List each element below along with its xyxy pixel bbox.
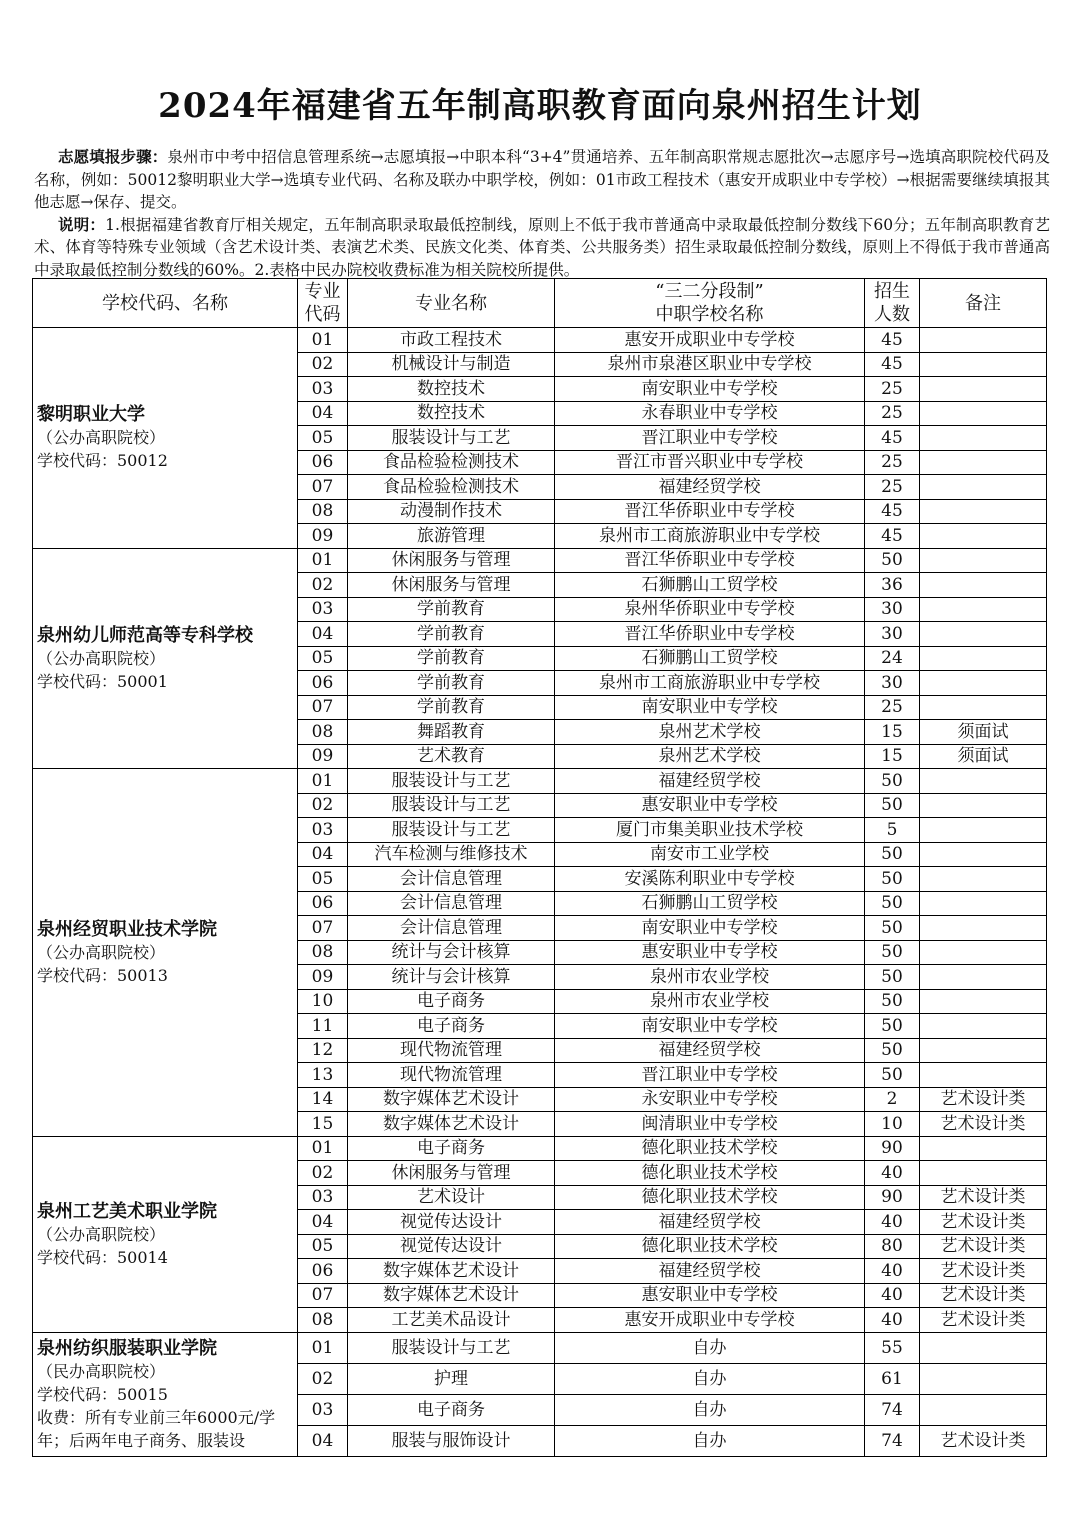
quota-cell: 45 — [865, 426, 920, 451]
major-code-cell: 04 — [298, 842, 348, 867]
partner-school-cell: 石狮鹏山工贸学校 — [555, 891, 865, 916]
major-name-cell: 服装设计与工艺 — [348, 769, 555, 794]
remark-cell — [920, 426, 1047, 451]
quota-cell: 50 — [865, 916, 920, 941]
partner-school-cell: 德化职业技术学校 — [555, 1185, 865, 1210]
major-code-cell: 08 — [298, 499, 348, 524]
quota-cell: 40 — [865, 1210, 920, 1235]
major-code-cell: 02 — [298, 1161, 348, 1186]
quota-cell: 40 — [865, 1308, 920, 1333]
school-type: （民办高职院校） — [37, 1361, 166, 1381]
remark-cell: 艺术设计类 — [920, 1308, 1047, 1333]
major-name-cell: 学前教育 — [348, 646, 555, 671]
partner-school-cell: 南安职业中专学校 — [555, 695, 865, 720]
header-major-code-line2: 代码 — [304, 304, 341, 325]
major-name-cell: 学前教育 — [348, 597, 555, 622]
note-label: 说明： — [58, 214, 106, 234]
major-name-cell: 学前教育 — [348, 671, 555, 696]
major-code-cell: 10 — [298, 989, 348, 1014]
quota-cell: 36 — [865, 573, 920, 598]
school-cell — [33, 769, 298, 1137]
major-name-cell: 服装设计与工艺 — [348, 818, 555, 843]
remark-cell: 艺术设计类 — [920, 1185, 1047, 1210]
major-name-cell: 数字媒体艺术设计 — [348, 1087, 555, 1112]
table-body — [33, 328, 1047, 1457]
major-code-cell: 12 — [298, 1038, 348, 1063]
remark-cell — [920, 818, 1047, 843]
remark-cell — [920, 940, 1047, 965]
major-code-cell: 04 — [298, 1210, 348, 1235]
quota-cell: 25 — [865, 475, 920, 500]
partner-school-cell: 惠安职业中专学校 — [555, 940, 865, 965]
major-code-cell: 06 — [298, 450, 348, 475]
remark-cell: 须面试 — [920, 720, 1047, 745]
school-cell — [33, 1136, 298, 1332]
header-major-name: 专业名称 — [348, 279, 555, 328]
major-code-cell: 06 — [298, 671, 348, 696]
school-name: 泉州工艺美术职业学院 — [37, 1200, 217, 1222]
quota-cell: 45 — [865, 499, 920, 524]
quota-cell: 90 — [865, 1136, 920, 1161]
remark-cell: 艺术设计类 — [920, 1234, 1047, 1259]
partner-school-cell: 福建经贸学校 — [555, 1038, 865, 1063]
school-code: 学校代码：50001 — [37, 671, 168, 691]
school-name: 泉州纺织服装职业学院 — [37, 1337, 217, 1359]
quota-cell: 45 — [865, 524, 920, 549]
remark-cell — [920, 548, 1047, 573]
partner-school-cell: 南安职业中专学校 — [555, 916, 865, 941]
school-type: （公办高职院校） — [37, 428, 166, 448]
remark-cell — [920, 842, 1047, 867]
major-code-cell: 04 — [298, 622, 348, 647]
remark-cell: 艺术设计类 — [920, 1425, 1047, 1456]
major-code-cell: 05 — [298, 867, 348, 892]
remark-cell — [920, 769, 1047, 794]
major-name-cell: 现代物流管理 — [348, 1063, 555, 1088]
major-name-cell: 电子商务 — [348, 1136, 555, 1161]
partner-school-cell: 闽清职业中专学校 — [555, 1112, 865, 1137]
quota-cell: 30 — [865, 671, 920, 696]
remark-cell: 艺术设计类 — [920, 1283, 1047, 1308]
major-name-cell: 市政工程技术 — [348, 328, 555, 353]
partner-school-cell: 福建经贸学校 — [555, 1259, 865, 1284]
major-code-cell: 03 — [298, 597, 348, 622]
major-name-cell: 动漫制作技术 — [348, 499, 555, 524]
partner-school-cell: 德化职业技术学校 — [555, 1234, 865, 1259]
quota-cell: 25 — [865, 401, 920, 426]
quota-cell: 24 — [865, 646, 920, 671]
partner-school-cell: 惠安开成职业中专学校 — [555, 328, 865, 353]
school-code: 学校代码：50012 — [37, 451, 168, 471]
remark-cell: 艺术设计类 — [920, 1112, 1047, 1137]
major-code-cell: 01 — [298, 769, 348, 794]
remark-cell — [920, 377, 1047, 402]
major-name-cell: 工艺美术品设计 — [348, 1308, 555, 1333]
school-cell — [33, 548, 298, 769]
major-name-cell: 电子商务 — [348, 989, 555, 1014]
major-code-cell: 03 — [298, 1394, 348, 1425]
quota-cell: 25 — [865, 695, 920, 720]
major-name-cell: 服装设计与工艺 — [348, 1332, 555, 1363]
major-code-cell: 07 — [298, 1283, 348, 1308]
partner-school-cell: 福建经贸学校 — [555, 769, 865, 794]
partner-school-cell: 德化职业技术学校 — [555, 1136, 865, 1161]
quota-cell: 40 — [865, 1259, 920, 1284]
remark-cell — [920, 450, 1047, 475]
quota-cell: 30 — [865, 622, 920, 647]
quota-cell: 50 — [865, 1038, 920, 1063]
quota-cell: 2 — [865, 1087, 920, 1112]
remark-cell — [920, 695, 1047, 720]
remark-cell — [920, 671, 1047, 696]
major-name-cell: 会计信息管理 — [348, 916, 555, 941]
major-code-cell: 08 — [298, 720, 348, 745]
partner-school-cell: 泉州市农业学校 — [555, 989, 865, 1014]
partner-school-cell: 安溪陈利职业中专学校 — [555, 867, 865, 892]
remark-cell — [920, 867, 1047, 892]
quota-cell: 40 — [865, 1161, 920, 1186]
quota-cell: 25 — [865, 450, 920, 475]
major-code-cell: 09 — [298, 965, 348, 990]
major-name-cell: 艺术设计 — [348, 1185, 555, 1210]
major-name-cell: 服装与服饰设计 — [348, 1425, 555, 1456]
school-code: 学校代码：50013 — [37, 965, 168, 985]
page-title: 2024年福建省五年制高职教育面向泉州招生计划 — [158, 86, 922, 126]
header-remark: 备注 — [920, 279, 1047, 328]
major-code-cell: 06 — [298, 891, 348, 916]
remark-cell — [920, 1363, 1047, 1394]
quota-cell: 55 — [865, 1332, 920, 1363]
major-name-cell: 服装设计与工艺 — [348, 426, 555, 451]
quota-cell: 50 — [865, 867, 920, 892]
steps-label: 志愿填报步骤： — [58, 147, 168, 166]
quota-cell: 10 — [865, 1112, 920, 1137]
remark-cell — [920, 573, 1047, 598]
quota-cell: 30 — [865, 597, 920, 622]
major-code-cell: 01 — [298, 1332, 348, 1363]
remark-cell — [920, 1161, 1047, 1186]
table-row — [33, 1332, 1047, 1363]
major-code-cell: 09 — [298, 524, 348, 549]
partner-school-cell: 晋江华侨职业中专学校 — [555, 499, 865, 524]
school-cell — [33, 328, 298, 549]
quota-cell: 74 — [865, 1425, 920, 1456]
major-name-cell: 统计与会计核算 — [348, 940, 555, 965]
school-type: （公办高职院校） — [37, 942, 166, 962]
remark-cell: 艺术设计类 — [920, 1210, 1047, 1235]
major-code-cell: 14 — [298, 1087, 348, 1112]
partner-school-cell: 永春职业中专学校 — [555, 401, 865, 426]
major-name-cell: 食品检验检测技术 — [348, 450, 555, 475]
header-partner-school — [555, 279, 865, 328]
major-code-cell: 02 — [298, 352, 348, 377]
remark-cell — [920, 1136, 1047, 1161]
enrollment-table — [32, 278, 1047, 1457]
school-cell — [33, 1332, 298, 1456]
remark-cell — [920, 622, 1047, 647]
table-row — [33, 328, 1047, 353]
major-name-cell: 休闲服务与管理 — [348, 1161, 555, 1186]
partner-school-cell: 福建经贸学校 — [555, 475, 865, 500]
remark-cell — [920, 1014, 1047, 1039]
steps-paragraph — [34, 146, 1050, 214]
remark-cell: 须面试 — [920, 744, 1047, 769]
header-partner-line1: “三二分段制” — [655, 281, 764, 302]
major-code-cell: 05 — [298, 1234, 348, 1259]
school-name: 泉州幼儿师范高等专科学校 — [37, 624, 253, 646]
quota-cell: 50 — [865, 891, 920, 916]
partner-school-cell: 自办 — [555, 1425, 865, 1456]
remark-cell — [920, 891, 1047, 916]
remark-cell — [920, 916, 1047, 941]
quota-cell: 50 — [865, 793, 920, 818]
remark-cell — [920, 989, 1047, 1014]
major-code-cell: 01 — [298, 548, 348, 573]
school-type: （公办高职院校） — [37, 1224, 166, 1244]
major-name-cell: 会计信息管理 — [348, 891, 555, 916]
major-name-cell: 视觉传达设计 — [348, 1210, 555, 1235]
major-code-cell: 07 — [298, 475, 348, 500]
major-code-cell: 01 — [298, 1136, 348, 1161]
partner-school-cell: 德化职业技术学校 — [555, 1161, 865, 1186]
remark-cell — [920, 401, 1047, 426]
partner-school-cell: 晋江职业中专学校 — [555, 426, 865, 451]
quota-cell: 45 — [865, 352, 920, 377]
major-code-cell: 08 — [298, 940, 348, 965]
remark-cell — [920, 475, 1047, 500]
remark-cell — [920, 1332, 1047, 1363]
major-name-cell: 数字媒体艺术设计 — [348, 1283, 555, 1308]
remark-cell — [920, 793, 1047, 818]
quota-cell: 50 — [865, 842, 920, 867]
header-quota-line2: 人数 — [874, 304, 910, 325]
quota-cell: 61 — [865, 1363, 920, 1394]
table-row — [33, 1136, 1047, 1161]
remark-cell — [920, 646, 1047, 671]
major-name-cell: 食品检验检测技术 — [348, 475, 555, 500]
partner-school-cell: 石狮鹏山工贸学校 — [555, 646, 865, 671]
quota-cell: 50 — [865, 1014, 920, 1039]
quota-cell: 80 — [865, 1234, 920, 1259]
quota-cell: 15 — [865, 744, 920, 769]
major-code-cell: 07 — [298, 916, 348, 941]
major-code-cell: 01 — [298, 328, 348, 353]
school-code: 学校代码：50015 — [37, 1384, 168, 1404]
note-paragraph — [34, 214, 1050, 282]
header-school: 学校代码、名称 — [33, 279, 298, 328]
quota-cell: 40 — [865, 1283, 920, 1308]
quota-cell: 50 — [865, 965, 920, 990]
major-name-cell: 学前教育 — [348, 622, 555, 647]
major-code-cell: 04 — [298, 1425, 348, 1456]
table-row — [33, 548, 1047, 573]
major-code-cell: 07 — [298, 695, 348, 720]
remark-cell — [920, 1394, 1047, 1425]
major-name-cell: 休闲服务与管理 — [348, 573, 555, 598]
major-name-cell: 统计与会计核算 — [348, 965, 555, 990]
major-name-cell: 旅游管理 — [348, 524, 555, 549]
partner-school-cell: 惠安职业中专学校 — [555, 793, 865, 818]
major-code-cell: 03 — [298, 377, 348, 402]
quota-cell: 50 — [865, 769, 920, 794]
major-name-cell: 会计信息管理 — [348, 867, 555, 892]
partner-school-cell: 石狮鹏山工贸学校 — [555, 573, 865, 598]
major-name-cell: 数控技术 — [348, 401, 555, 426]
school-type: （公办高职院校） — [37, 648, 166, 668]
major-code-cell: 04 — [298, 401, 348, 426]
intro-section — [34, 146, 1050, 281]
partner-school-cell: 福建经贸学校 — [555, 1210, 865, 1235]
partner-school-cell: 泉州艺术学校 — [555, 744, 865, 769]
partner-school-cell: 泉州市农业学校 — [555, 965, 865, 990]
partner-school-cell: 惠安开成职业中专学校 — [555, 1308, 865, 1333]
major-name-cell: 视觉传达设计 — [348, 1234, 555, 1259]
note-text: 1.根据福建省教育厅相关规定，五年制高职录取最低控制线，原则上不低于我市普通高中录取最低控制分数线下60分；五年制高职教育艺术、体育等特殊专业领域（含艺术设计类、表演艺术类、民族文化类、体育类、公共服务类）招生录取最低控制分数线，原则上不得低于我市普通高中录取最低控制分数线的60%。2.表格中民办院校收费标准为相关院校所提供。 — [34, 215, 1050, 279]
partner-school-cell: 永安职业中专学校 — [555, 1087, 865, 1112]
partner-school-cell: 晋江市晋兴职业中专学校 — [555, 450, 865, 475]
major-name-cell: 学前教育 — [348, 695, 555, 720]
remark-cell — [920, 1063, 1047, 1088]
partner-school-cell: 南安市工业学校 — [555, 842, 865, 867]
remark-cell — [920, 965, 1047, 990]
remark-cell — [920, 352, 1047, 377]
major-code-cell: 08 — [298, 1308, 348, 1333]
partner-school-cell: 泉州市工商旅游职业中专学校 — [555, 671, 865, 696]
school-code: 学校代码：50014 — [37, 1247, 168, 1267]
major-name-cell: 电子商务 — [348, 1394, 555, 1425]
major-code-cell: 02 — [298, 573, 348, 598]
partner-school-cell: 晋江华侨职业中专学校 — [555, 548, 865, 573]
quota-cell: 25 — [865, 377, 920, 402]
major-name-cell: 现代物流管理 — [348, 1038, 555, 1063]
school-name: 黎明职业大学 — [37, 404, 145, 426]
major-name-cell: 服装设计与工艺 — [348, 793, 555, 818]
major-code-cell: 02 — [298, 1363, 348, 1394]
quota-cell: 5 — [865, 818, 920, 843]
quota-cell: 50 — [865, 940, 920, 965]
school-fee: 收费：所有专业前三年6000元/学年；后两年电子商务、服装设 — [37, 1407, 276, 1450]
major-code-cell: 06 — [298, 1259, 348, 1284]
header-partner-line2: 中职学校名称 — [655, 304, 764, 325]
major-code-cell: 02 — [298, 793, 348, 818]
major-name-cell: 休闲服务与管理 — [348, 548, 555, 573]
remark-cell: 艺术设计类 — [920, 1259, 1047, 1284]
partner-school-cell: 泉州艺术学校 — [555, 720, 865, 745]
major-name-cell: 电子商务 — [348, 1014, 555, 1039]
major-name-cell: 机械设计与制造 — [348, 352, 555, 377]
major-name-cell: 汽车检测与维修技术 — [348, 842, 555, 867]
partner-school-cell: 惠安职业中专学校 — [555, 1283, 865, 1308]
header-quota-line1: 招生 — [874, 281, 910, 302]
partner-school-cell: 泉州市泉港区职业中专学校 — [555, 352, 865, 377]
header-quota — [865, 279, 920, 328]
steps-text: 泉州市中考中招信息管理系统→志愿填报→中职本科“3+4”贯通培养、五年制高职常规志愿批次→志愿序号→选填高职院校代码及名称，例如：50012黎明职业大学→选填专业代码、名称及联办中职学校，例如：01市政工程技术（惠安开成职业中专学校）→根据需要继续填报其他志愿→保存、提交。 — [34, 148, 1050, 211]
major-code-cell: 13 — [298, 1063, 348, 1088]
major-name-cell: 数字媒体艺术设计 — [348, 1259, 555, 1284]
quota-cell: 15 — [865, 720, 920, 745]
partner-school-cell: 自办 — [555, 1363, 865, 1394]
partner-school-cell: 晋江华侨职业中专学校 — [555, 622, 865, 647]
major-code-cell: 05 — [298, 426, 348, 451]
quota-cell: 45 — [865, 328, 920, 353]
partner-school-cell: 厦门市集美职业技术学校 — [555, 818, 865, 843]
major-code-cell: 03 — [298, 1185, 348, 1210]
major-code-cell: 03 — [298, 818, 348, 843]
partner-school-cell: 泉州市工商旅游职业中专学校 — [555, 524, 865, 549]
partner-school-cell: 自办 — [555, 1332, 865, 1363]
quota-cell: 50 — [865, 989, 920, 1014]
remark-cell — [920, 1038, 1047, 1063]
school-name: 泉州经贸职业技术学院 — [37, 918, 217, 940]
quota-cell: 90 — [865, 1185, 920, 1210]
major-code-cell: 15 — [298, 1112, 348, 1137]
quota-cell: 74 — [865, 1394, 920, 1425]
major-code-cell: 11 — [298, 1014, 348, 1039]
quota-cell: 50 — [865, 1063, 920, 1088]
major-name-cell: 艺术教育 — [348, 744, 555, 769]
remark-cell: 艺术设计类 — [920, 1087, 1047, 1112]
major-code-cell: 05 — [298, 646, 348, 671]
major-name-cell: 舞蹈教育 — [348, 720, 555, 745]
major-name-cell: 数控技术 — [348, 377, 555, 402]
remark-cell — [920, 524, 1047, 549]
quota-cell: 50 — [865, 548, 920, 573]
partner-school-cell: 南安职业中专学校 — [555, 1014, 865, 1039]
remark-cell — [920, 597, 1047, 622]
table-header-row — [33, 279, 1047, 328]
header-major-code — [298, 279, 348, 328]
partner-school-cell: 泉州华侨职业中专学校 — [555, 597, 865, 622]
remark-cell — [920, 328, 1047, 353]
major-name-cell: 护理 — [348, 1363, 555, 1394]
partner-school-cell: 晋江职业中专学校 — [555, 1063, 865, 1088]
major-code-cell: 09 — [298, 744, 348, 769]
partner-school-cell: 自办 — [555, 1394, 865, 1425]
header-major-code-line1: 专业 — [304, 281, 341, 302]
partner-school-cell: 南安职业中专学校 — [555, 377, 865, 402]
major-name-cell: 数字媒体艺术设计 — [348, 1112, 555, 1137]
table-row — [33, 769, 1047, 794]
remark-cell — [920, 499, 1047, 524]
